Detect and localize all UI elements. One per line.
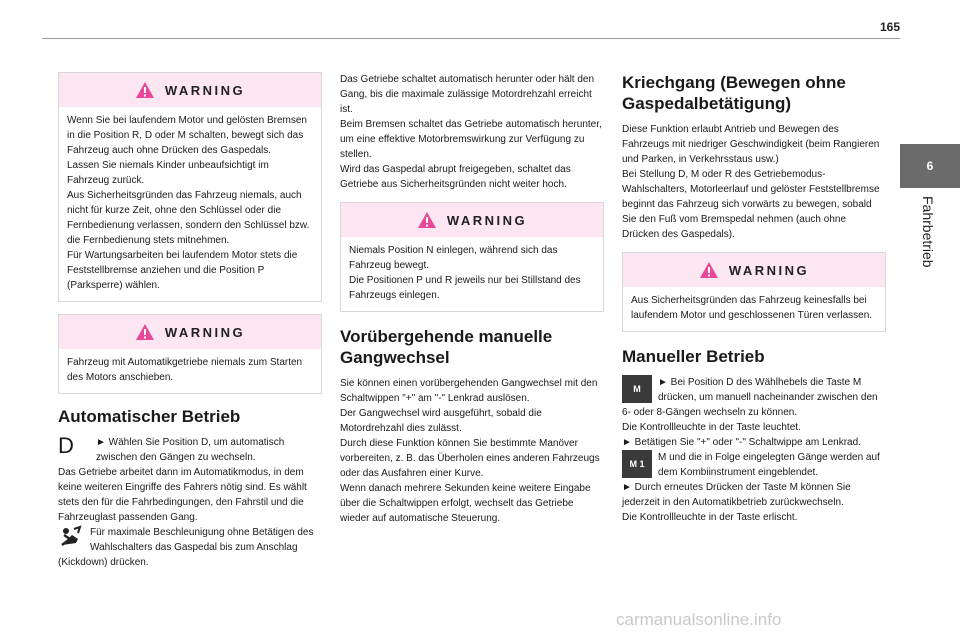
section-text: Diese Funktion erlaubt Antrieb und Bewegen des Fahrzeugs mit niedriger Geschwindigkeit (beim Rangieren und Parken, in Verkehrsstaus usw.) Bei Stellung D, M oder R des Getriebemodus-Wahlschalters, Motorleerlauf und gelöster Feststellbremse beginnt das Fahrzeug sich vorwärts zu bewegen, sobald Sie den Fuß vom Bremspedal nehmen (auch ohne Drücken des Gaspedals). xyxy=(622,124,880,240)
section-heading: Manueller Betrieb xyxy=(622,347,765,366)
watermark: carmanualsonline.info xyxy=(616,610,782,629)
warning-text: Fahrzeug mit Automatikgetriebe niemals zum Starten des Motors anschieben. xyxy=(67,357,303,383)
warning-text: Aus Sicherheitsgründen das Fahrzeug keinesfalls bei laufendem Motor und geschlossenen Türen verlassen. xyxy=(631,295,873,321)
chapter-label: Fahrbetrieb xyxy=(920,196,936,268)
warning-triangle-icon xyxy=(135,323,155,341)
warning-triangle-icon xyxy=(699,261,719,279)
warning-header xyxy=(59,73,321,107)
warning-header xyxy=(623,253,885,287)
warning-title: WARNING xyxy=(728,262,810,278)
section-heading: Automatischer Betrieb xyxy=(58,407,241,426)
warning-box xyxy=(58,314,322,394)
warning-header xyxy=(59,315,321,349)
warning-box xyxy=(622,252,886,332)
warning-triangle-icon xyxy=(135,81,155,99)
column-3 xyxy=(622,72,886,525)
section-heading: Kriechgang (Bewegen ohne Gaspedalbetätigung) xyxy=(622,73,846,113)
column-1 xyxy=(58,72,322,570)
section-text: D ► Wählen Sie Position D, um automatisch zwischen den Gängen zu wechseln. Das Getriebe arbeitet dann im Automatikmodus, in dem keine weiteren Eingriffe des Fahrers nötig sind. Es wählt stets den für die Fahrbedingungen, den Fahrstil und die Fahrzeuglast passenden Gang. Für maximale Beschleunigung ohne Betätigen des Wahlschalters das Gaspedal bis zum Anschlag (Kickdown) drücken. xyxy=(58,433,314,568)
section-text: Sie können einen vorübergehenden Gangwechsel mit den Schaltwippen "+" am "-" Lenkrad auslösen. Der Gangwechsel wird ausgeführt, sobald die Motordrehzahl dies zulässt. Durch diese Funktion können Sie bestimmte Manöver vorbereiten, z. B. das Überholen eines anderen Fahrzeugs oder das Ausfahren einer Kurve. Wenn danach mehrere Sekunden keine weitere Eingabe über die Schaltwippen erfolgt, wechselt das Getriebe wieder auf automatische Steuerung. xyxy=(340,378,600,524)
page-number: 165 xyxy=(879,20,900,34)
warning-text: Niemals Position N einlegen, während sich das Fahrzeug bewegt. Die Positionen P und R jeweils nur bei Stillstand des Fahrzeugs einlegen. xyxy=(349,245,581,301)
warning-title: WARNING xyxy=(446,212,528,228)
chapter-tab[interactable]: 6 xyxy=(900,144,960,188)
warning-triangle-icon xyxy=(417,211,437,229)
section-text: Das Getriebe schaltet automatisch herunter oder hält den Gang, bis die maximale zulässige Motordrehzahl erreicht ist. Beim Bremsen schaltet das Getriebe automatisch herunter, um eine effektive Motorbremswirkung zur Verfügung zu stellen. Wird das Gaspedal abrupt freigegeben, schaltet das Getriebe aus Sicherheitsgründen nicht weiter hoch. xyxy=(340,74,602,190)
warning-title: WARNING xyxy=(164,82,246,98)
column-2 xyxy=(340,72,604,526)
warning-text: Wenn Sie bei laufendem Motor und gelösten Bremsen in die Position R, D oder M schalten, bewegt sich das Fahrzeug auch ohne Drücken des Gaspedals. Lassen Sie niemals Kinder unbeaufsichtigt im Fahrzeug zurück. Aus Sicherheitsgründen das Fahrzeug niemals, auch nicht für kurze Zeit, ohne den Schlüssel oder die Fernbedienung verlassen, sondern den Schlüssel bzw. die Fernbedienung stets mitnehmen. Für Wartungsarbeiten bei laufendem Motor stets die Feststellbremse anziehen und die Position P (Parksperre) wählen. xyxy=(67,115,310,291)
section-text: M ► Bei Position D des Wählhebels die Taste M drücken, um manuell nacheinander zwischen den 6- oder 8-Gängen wechseln zu können. Die Kontrollleuchte in der Taste leuchtet. ► Betätigen Sie "+" oder "-" Schaltwippe am Lenkrad. M 1 M und die in Folge eingelegten Gänge werden auf dem Kombiinstrument eingeblendet. ► Durch erneutes Drücken der Taste M können Sie jederzeit in den Automatikbetrieb zurückwechseln. Die Kontrollleuchte in der Taste erlischt. xyxy=(622,377,880,523)
gear-d-icon: D xyxy=(58,433,74,458)
warning-header xyxy=(341,203,603,237)
header-rule xyxy=(42,38,900,39)
warning-box xyxy=(58,72,322,302)
manual-mode-button-icon: M xyxy=(622,375,652,403)
warning-title: WARNING xyxy=(164,324,246,340)
warning-box xyxy=(340,202,604,312)
kickdown-pedal-icon xyxy=(58,525,84,549)
section-heading: Vorübergehende manuelle Gangwechsel xyxy=(340,327,553,367)
instrument-cluster-gear-icon: M 1 xyxy=(622,450,652,478)
